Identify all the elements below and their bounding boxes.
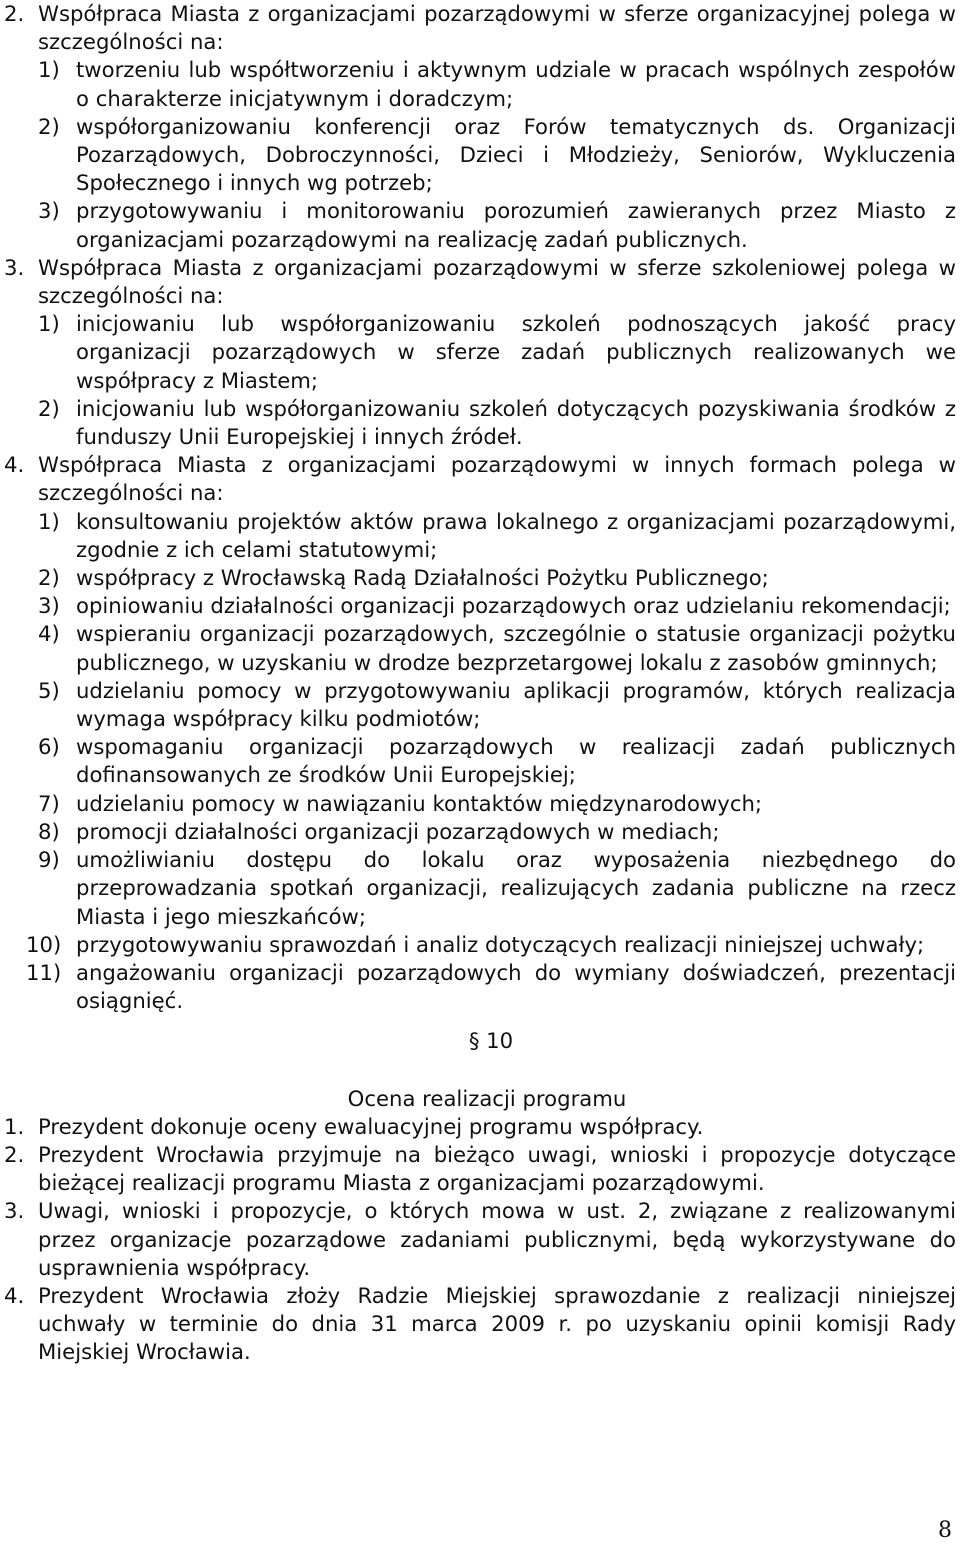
item-text: promocji działalności organizacji pozarządowych w mediach;	[76, 818, 720, 844]
item-number: 1)	[38, 57, 60, 83]
item-text: wspomaganiu organizacji pozarządowych w realizacji zadań publicznych dofinansowanych ze środków Unii Europejskiej;	[76, 734, 956, 788]
item-number: 2)	[38, 565, 60, 591]
item-text: opiniowaniu działalności organizacji pozarządowych oraz udzielaniu rekomendacji;	[76, 593, 951, 619]
section-intro: Współpraca Miasta z organizacjami pozarządowymi w sferze organizacyjnej polega w szczególności na:	[38, 1, 956, 55]
list-item	[38, 508, 956, 564]
item-text: konsultowaniu projektów aktów prawa lokalnego z organizacjami pozarządowymi, zgodnie z ich celami statutowymi;	[76, 508, 956, 562]
list-item	[26, 931, 956, 959]
point-number: 4.	[4, 1282, 25, 1308]
item-number: 9)	[38, 847, 60, 873]
section-intro: Współpraca Miasta z organizacjami pozarządowymi w innych formach polega w szczególności na:	[38, 452, 956, 506]
point-number: 1.	[4, 1113, 25, 1139]
page-number: 8	[938, 1518, 952, 1543]
item-number: 3)	[38, 198, 60, 224]
item-number: 1)	[38, 508, 60, 534]
item-list	[38, 56, 956, 253]
point-text: Prezydent Wrocławia złoży Radzie Miejskiej sprawozdanie z realizacji niniejszej uchwały w terminie do dnia 31 marca 2009 r. po uzyskaniu opinii komisji Rady Miejskiej Wrocławia.	[38, 1282, 956, 1365]
section-intro: Współpraca Miasta z organizacjami pozarządowymi w sferze szkoleniowej polega w szczególności na:	[38, 254, 956, 309]
section-2	[4, 0, 956, 254]
item-text: przygotowywaniu i monitorowaniu porozumień zawieranych przez Miasto z organizacjami pozarządowymi na realizację zadań publicznych.	[76, 198, 956, 252]
list-item	[38, 310, 956, 395]
document-page	[4, 0, 956, 1367]
item-text: współpracy z Wrocławską Radą Działalności Pożytku Publicznego;	[76, 565, 769, 591]
item-number: 6)	[38, 734, 60, 760]
item-number: 1)	[38, 311, 60, 337]
section-symbol: § 10	[468, 1028, 514, 1054]
item-list	[38, 310, 956, 451]
item-number: 11)	[26, 959, 62, 985]
numbered-point	[4, 1197, 956, 1282]
item-number: 5)	[38, 677, 60, 703]
point-text: Prezydent Wrocławia przyjmuje na bieżąco uwagi, wnioski i propozycje dotyczące bieżącej realizacji programu Miasta z organizacjami pozarządowymi.	[38, 1141, 956, 1196]
list-item	[38, 113, 956, 198]
item-text: tworzeniu lub współtworzeniu i aktywnym udziale w pracach wspólnych zespołów o charakterze inicjatywnym i doradczym;	[76, 57, 956, 111]
point-number: 2.	[4, 1141, 25, 1167]
item-text: udzielaniu pomocy w przygotowywaniu aplikacji programów, których realizacja wymaga współpracy kilku podmiotów;	[76, 677, 956, 732]
list-item	[38, 395, 956, 451]
list-item	[38, 592, 956, 620]
item-number: 2)	[38, 113, 60, 139]
item-number: 4)	[38, 621, 60, 647]
item-number: 2)	[38, 395, 60, 421]
item-text: wspieraniu organizacji pozarządowych, szczególnie o statusie organizacji pożytku publicznego, w uzyskaniu w drodze bezprzetargowej lokalu z zasobów gminnych;	[76, 621, 956, 675]
section-number: 2.	[4, 1, 25, 26]
numbered-point	[4, 1141, 956, 1197]
section-number: 3.	[4, 254, 25, 280]
section-4	[4, 451, 956, 1015]
item-number: 3)	[38, 593, 60, 619]
numbered-point	[4, 1113, 956, 1141]
item-text: angażowaniu organizacji pozarządowych do wymiany doświadczeń, prezentacji osiągnięć.	[76, 959, 956, 1014]
item-text: udzielaniu pomocy w nawiązaniu kontaktów międzynarodowych;	[76, 790, 763, 816]
item-text: współorganizowaniu konferencji oraz Forów tematycznych ds. Organizacji Pozarządowych, Dobroczynności, Dzieci i Młodzieży, Seniorów, Wykluczenia Społecznego i innych wg potrzeb;	[76, 113, 956, 196]
list-item	[38, 56, 956, 112]
item-list	[26, 508, 956, 1016]
item-text: inicjowaniu lub współorganizowaniu szkoleń dotyczących pozyskiwania środków z funduszy Unii Europejskiej i innych źródeł.	[76, 395, 956, 450]
section-number: 4.	[4, 452, 25, 478]
section-3	[4, 254, 956, 451]
list-item	[38, 677, 956, 733]
item-text: przygotowywaniu sprawozdań i analiz dotyczących realizacji niniejszej uchwały;	[76, 931, 925, 957]
list-item	[38, 620, 956, 676]
list-item	[38, 846, 956, 931]
item-text: inicjowaniu lub współorganizowaniu szkoleń podnoszących jakość pracy organizacji pozarządowych w sferze zadań publicznych realizowanych we współpracy z Miastem;	[76, 311, 956, 393]
list-item	[38, 197, 956, 253]
list-item	[38, 790, 956, 818]
item-number: 8)	[38, 818, 60, 844]
item-number: 10)	[26, 931, 62, 957]
list-item	[38, 818, 956, 846]
list-item	[38, 564, 956, 592]
point-text: Uwagi, wnioski i propozycje, o których mowa w ust. 2, związane z realizowanymi przez organizacje pozarządowe zadaniami publicznymi, będą wykorzystywane do usprawnienia współpracy.	[38, 1198, 956, 1280]
list-item	[26, 959, 956, 1015]
point-number: 3.	[4, 1198, 25, 1224]
numbered-point	[4, 1282, 956, 1367]
item-number: 7)	[38, 790, 60, 816]
section-title: Ocena realizacji programu	[347, 1085, 627, 1111]
item-text: umożliwianiu dostępu do lokalu oraz wyposażenia niezbędnego do przeprowadzania spotkań organizacji, realizujących zadania publiczne na rzecz Miasta i jego mieszkańców;	[76, 847, 956, 929]
list-item	[38, 733, 956, 789]
point-text: Prezydent dokonuje oceny ewaluacyjnej programu współpracy.	[38, 1113, 704, 1139]
